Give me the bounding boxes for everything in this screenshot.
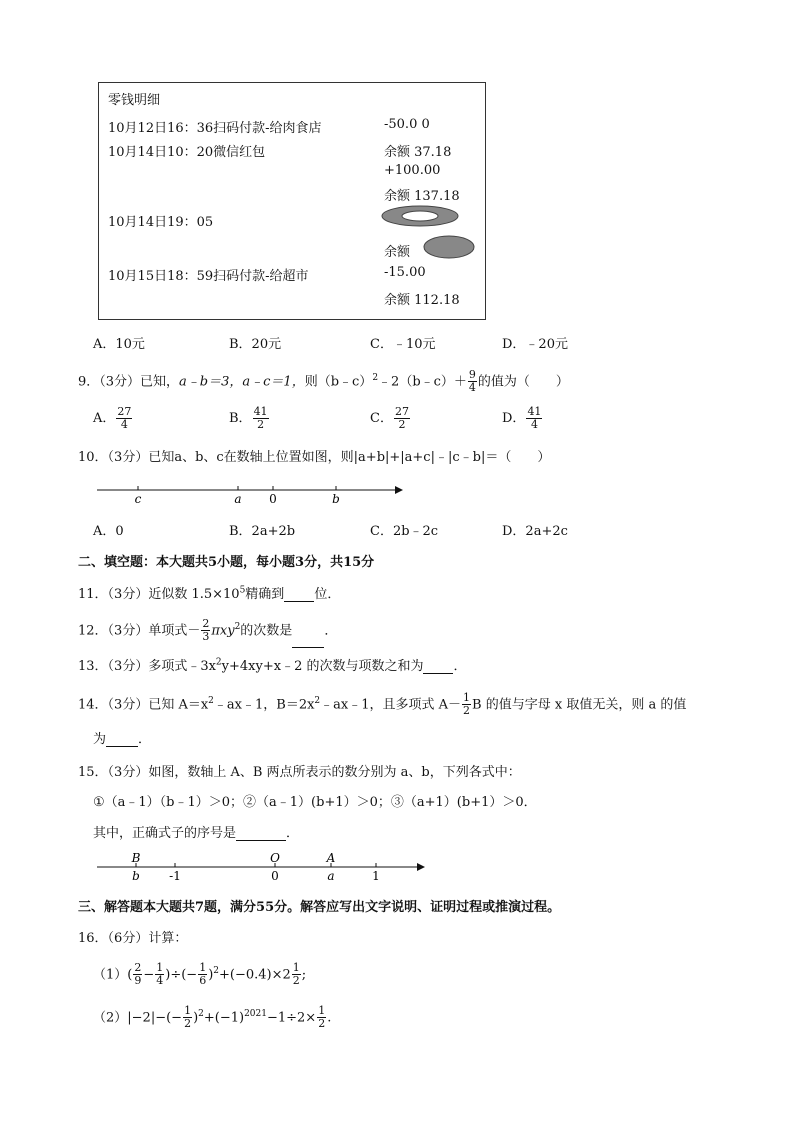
q9-option-c: C． $\frac{27}{2}$ (370, 405, 409, 431)
q8-option-c: C．﹣10元 (370, 337, 436, 352)
q14: 14．（3分）已知 $A=x^2﹣ax﹣1$，$B=2x^2﹣ax﹣1$，且多项式 A－ $\frac{1}{2}$ B 的值与字母 x 取值无关，则 a 的值 (78, 691, 687, 718)
wallet-row-3-balance-label: 余额 (384, 245, 411, 260)
axis-point-A: A (326, 851, 336, 865)
wallet-row-2-time: 10月14日10：20微信红包 (108, 145, 266, 160)
q15-items: ①（a﹣1）（b﹣1）＞0；②（a﹣1）(b+1）＞0；③（a+1）(b+1）＞0． (93, 795, 537, 810)
q13: 13．（3分）多项式$﹣3x^2y+4xy+x﹣2$ 的次数与项数之和为 ． (78, 657, 467, 674)
q10-option-a: A．0 (93, 524, 124, 539)
q9-option-b: B． $\frac{41}{2}$ (229, 405, 268, 431)
q14-line2: 为 ． (93, 732, 152, 747)
q8-option-b: B．20元 (229, 337, 282, 352)
q8-option-d: D．﹣20元 (502, 337, 568, 352)
q15-ask: 其中，正确式子的序号是 ． (93, 826, 300, 841)
wallet-row-4-balance: 余额 112.18 (384, 293, 460, 308)
q16-title: 16．（6分）计算： (78, 931, 188, 946)
wallet-row-4-time: 10月15日18：59扫码付款-给超市 (108, 269, 309, 284)
q10-option-c: C．2b﹣2c (370, 524, 439, 539)
wallet-row-3-time: 10月14日19：05 (108, 215, 214, 230)
q16-part-1: （1）( $\frac{2}{9}$ − $\frac{1}{4}$ )÷(− $\frac{1}{6}$ )$^2$+(−0.4)×2 $\frac{1}{2}$ ; (93, 961, 307, 988)
q9-stem: 9．（3分）已知，a﹣b＝3，a﹣c＝1，则（b﹣c）$^2$﹣2（b﹣c）＋ $\frac{9}{4}$ 的值为（ ） (78, 368, 569, 395)
axis-value-b: b (132, 869, 140, 883)
axis-point-B: B (131, 851, 141, 865)
wallet-row-2-amount: +100.00 (384, 163, 441, 178)
axis-label-b: b (332, 492, 340, 506)
wallet-row-2-balance2: 余额 137.18 (384, 189, 460, 204)
axis-label-zero: 0 (269, 492, 277, 506)
q15-stem: 15．（3分）如图，数轴上 A、B 两点所表示的数分别为 a、b，下列各式中： (78, 765, 521, 780)
axis-value-zero: 0 (271, 869, 279, 883)
q9-option-a: A． $\frac{27}{4}$ (93, 405, 132, 431)
q10-stem: 10．（3分）已知a、b、c在数轴上位置如图，则|a+b|+|a+c|﹣|c﹣b|＝（ ） (78, 450, 551, 465)
axis-label-a: a (234, 492, 242, 506)
q10-option-b: B．2a+2b (229, 524, 296, 539)
q8-option-a: A．10元 (93, 337, 145, 352)
q10-option-d: D．2a+2c (502, 524, 568, 539)
q15-number-line (95, 850, 429, 884)
wallet-row-4-amount: -15.00 (384, 265, 426, 280)
q12: 12．（3分）单项式－ $\frac{2}{3}$ πxy$^2$的次数是 ． (78, 610, 337, 648)
wallet-title: 零钱明细 (108, 93, 161, 108)
axis-value-one: 1 (372, 869, 380, 883)
q11: 11．（3分）近似数 $1.5\times 10^5$精确到 位． (78, 585, 341, 602)
wallet-row-2-balance: 余额 37.18 (384, 145, 452, 160)
axis-value-neg1: -1 (169, 869, 181, 883)
wallet-row-1-amount: -50.0 0 (384, 117, 430, 132)
q10-number-line (95, 476, 407, 506)
smudge-mark (380, 204, 462, 230)
axis-value-a: a (327, 869, 335, 883)
q9-option-d: D． $\frac{41}{4}$ (502, 405, 542, 431)
q16-part-2: （2）|−2|−(− $\frac{1}{2}$ )$^2+(-1)^{2021}-1\div 2\times$ $\frac{1}{2}$ . (93, 1004, 332, 1031)
axis-label-c: c (134, 492, 142, 506)
smudge-mark (422, 234, 478, 262)
section-2-heading: 二、填空题：本大题共5小题，每小题3分，共15分 (78, 555, 375, 570)
axis-point-O: O (270, 851, 280, 865)
wallet-row-1-time: 10月12日16：36扫码付款-给肉食店 (108, 121, 322, 136)
section-3-heading: 三、解答题本大题共7题，满分55分。解答应写出文字说明、证明过程或推演过程。 (78, 900, 561, 915)
